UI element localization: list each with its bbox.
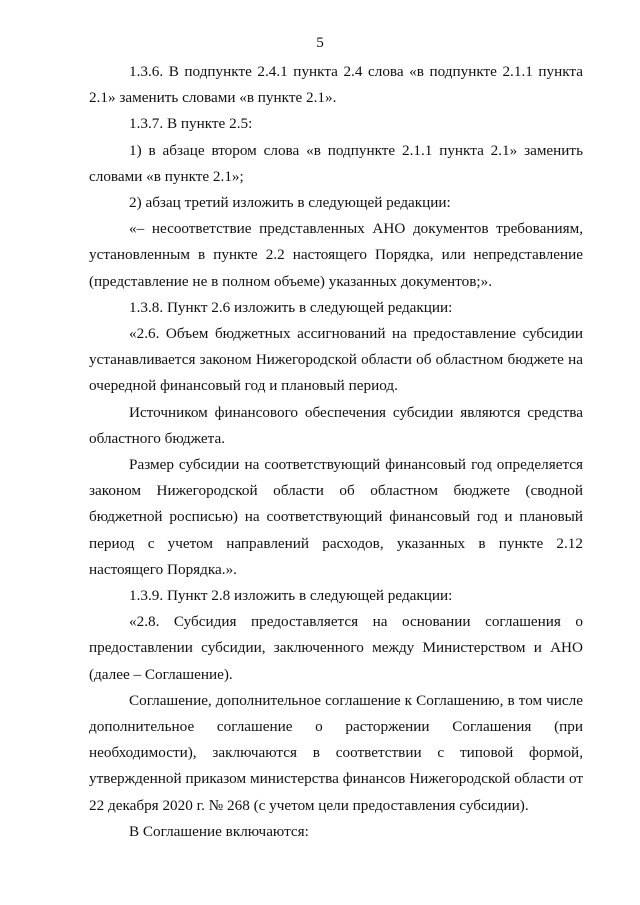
paragraph-1-3-8: 1.3.8. Пункт 2.6 изложить в следующей редакции: (129, 298, 453, 316)
paragraph-2-6: «2.6. Объем бюджетных ассигнований на предоставление субсидии устанавливается законом Нижегородской области об областном бюджете на очередной финансовый год и плановый период. (89, 325, 583, 395)
paragraph-1-3-9: 1.3.9. Пункт 2.8 изложить в следующей редакции: (129, 587, 453, 605)
page-number: 5 (316, 34, 324, 51)
paragraph-1-3-7: 1.3.7. В пункте 2.5: (129, 115, 253, 133)
paragraph-1-3-6: 1.3.6. В подпункте 2.4.1 пункта 2.4 слова «в подпункте 2.1.1 пункта 2.1» заменить словами «в пункте 2.1». (89, 63, 583, 107)
paragraph-item-1: 1) в абзаце втором слова «в подпункте 2.1.1 пункта 2.1» заменить словами «в пункте 2.1»; (89, 141, 583, 185)
paragraph-funding-source: Источником финансового обеспечения субсидии являются средства областного бюджета. (89, 403, 583, 447)
paragraph-subsidy-amount: Размер субсидии на соответствующий финансовый год определяется законом Нижегородской области об областном бюджете (сводной бюджетной росписью) на соответствующий финансовый год и плановый период с учетом направлений расходов, указанных в пункте 2.12 настоящего Порядка.». (89, 456, 583, 578)
paragraph-2-8: «2.8. Субсидия предоставляется на основании соглашения о предоставлении субсидии, заключенного между Министерством и АНО (далее – Соглашение). (89, 613, 583, 683)
document-body (89, 59, 583, 845)
paragraph-quote-nonconformity: «– несоответствие представленных АНО документов требованиям, установленным в пункте 2.2 настоящего Порядка, или непредставление (представление не в полном объеме) указанных документов;». (89, 220, 583, 290)
paragraph-agreement-form: Соглашение, дополнительное соглашение к Соглашению, в том числе дополнительное соглашение о расторжении Соглашения (при необходимости), заключаются в соответствии с типовой формой, утвержденной приказом министерства финансов Нижегородской области от 22 декабря 2020 г. № 268 (с учетом цели предоставления субсидии). (89, 691, 583, 814)
paragraph-agreement-includes: В Соглашение включаются: (129, 822, 309, 840)
paragraph-item-2: 2) абзац третий изложить в следующей редакции: (129, 194, 451, 212)
